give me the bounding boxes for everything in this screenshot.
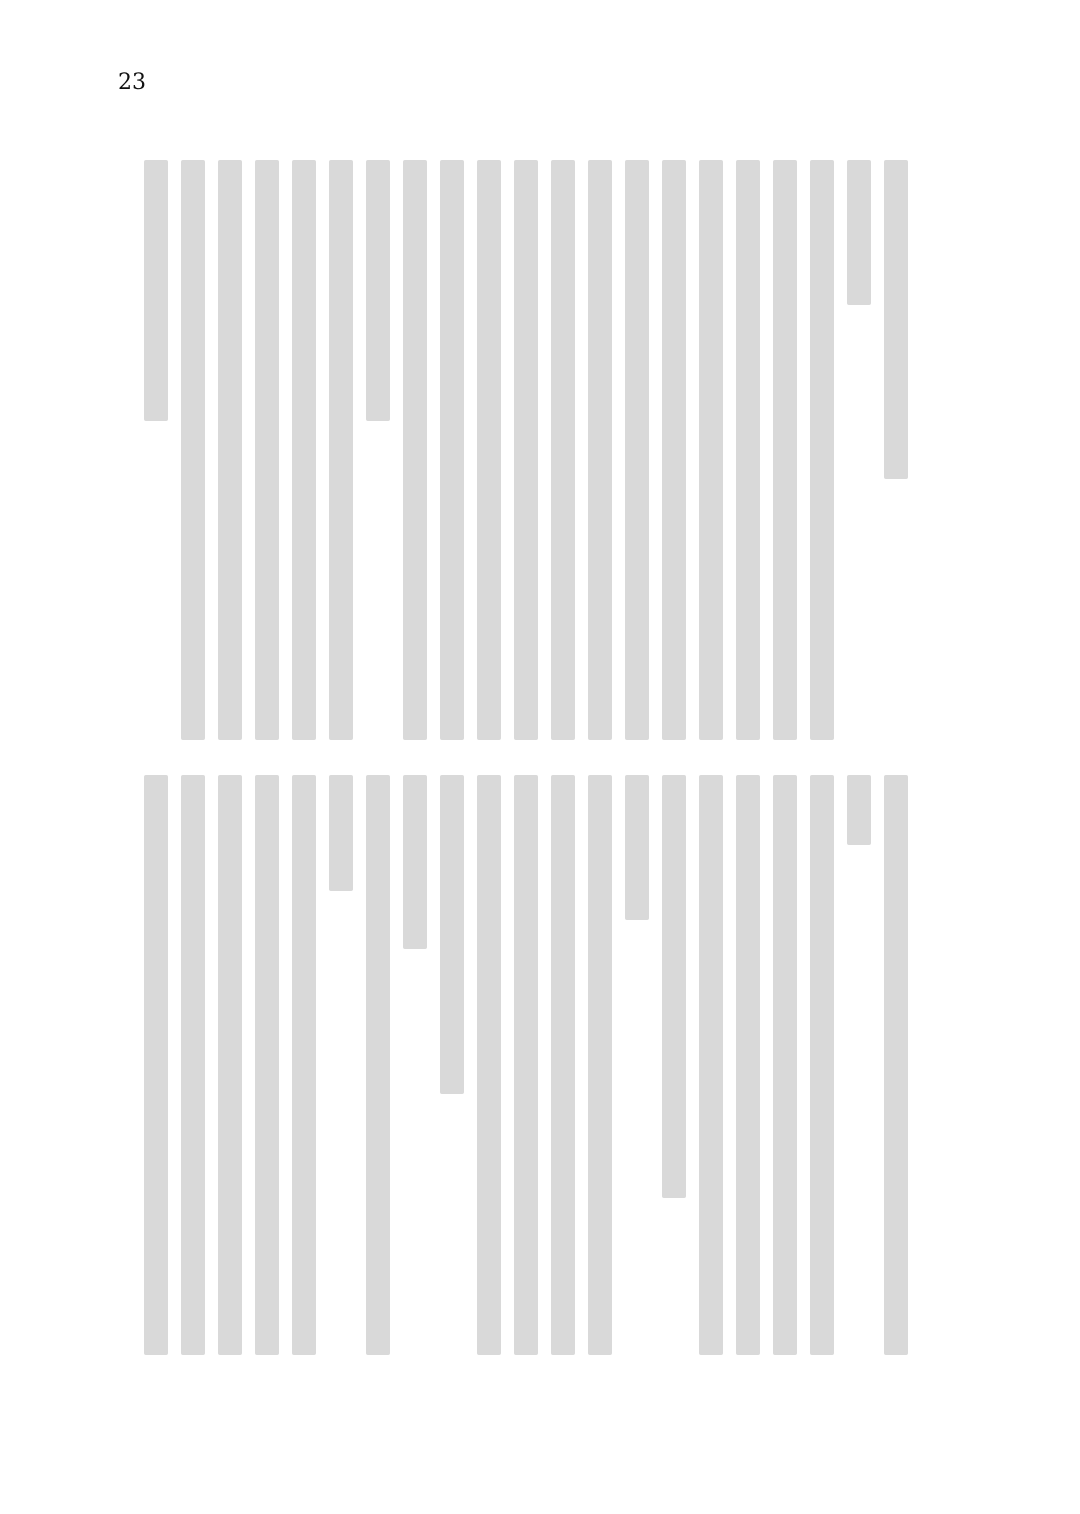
- text-column-placeholder: [218, 775, 242, 1355]
- text-column-placeholder: [773, 160, 797, 740]
- text-column-placeholder: [810, 160, 834, 740]
- text-column-placeholder: [588, 775, 612, 1355]
- upper-text-block-placeholder: [128, 160, 908, 740]
- text-column-placeholder: [477, 775, 501, 1355]
- text-column-placeholder: [292, 775, 316, 1355]
- text-column-placeholder: [329, 160, 353, 740]
- text-column-placeholder: [329, 775, 353, 891]
- text-column-placeholder: [884, 160, 908, 479]
- text-column-placeholder: [847, 160, 871, 305]
- text-column-placeholder: [884, 775, 908, 1355]
- text-column-placeholder: [181, 775, 205, 1355]
- text-column-placeholder: [625, 775, 649, 920]
- text-column-placeholder: [662, 775, 686, 1198]
- text-column-placeholder: [847, 775, 871, 845]
- text-column-placeholder: [514, 160, 538, 740]
- text-column-placeholder: [366, 775, 390, 1355]
- text-column-placeholder: [588, 160, 612, 740]
- text-column-placeholder: [366, 160, 390, 421]
- text-column-placeholder: [440, 160, 464, 740]
- text-column-placeholder: [699, 775, 723, 1355]
- text-column-placeholder: [144, 775, 168, 1355]
- text-column-placeholder: [736, 775, 760, 1355]
- text-column-placeholder: [625, 160, 649, 740]
- text-column-placeholder: [255, 160, 279, 740]
- text-column-placeholder: [662, 160, 686, 740]
- text-column-placeholder: [810, 775, 834, 1355]
- text-column-placeholder: [440, 775, 464, 1094]
- text-column-placeholder: [551, 775, 575, 1355]
- text-column-placeholder: [181, 160, 205, 740]
- lower-text-block-placeholder: [128, 775, 908, 1355]
- text-column-placeholder: [551, 160, 575, 740]
- text-column-placeholder: [403, 160, 427, 740]
- text-column-placeholder: [218, 160, 242, 740]
- text-column-placeholder: [736, 160, 760, 740]
- text-column-placeholder: [403, 775, 427, 949]
- page-number: 23: [118, 70, 146, 95]
- text-column-placeholder: [514, 775, 538, 1355]
- text-column-placeholder: [477, 160, 501, 740]
- text-column-placeholder: [255, 775, 279, 1355]
- text-column-placeholder: [773, 775, 797, 1355]
- text-column-placeholder: [699, 160, 723, 740]
- text-column-placeholder: [144, 160, 168, 421]
- text-column-placeholder: [292, 160, 316, 740]
